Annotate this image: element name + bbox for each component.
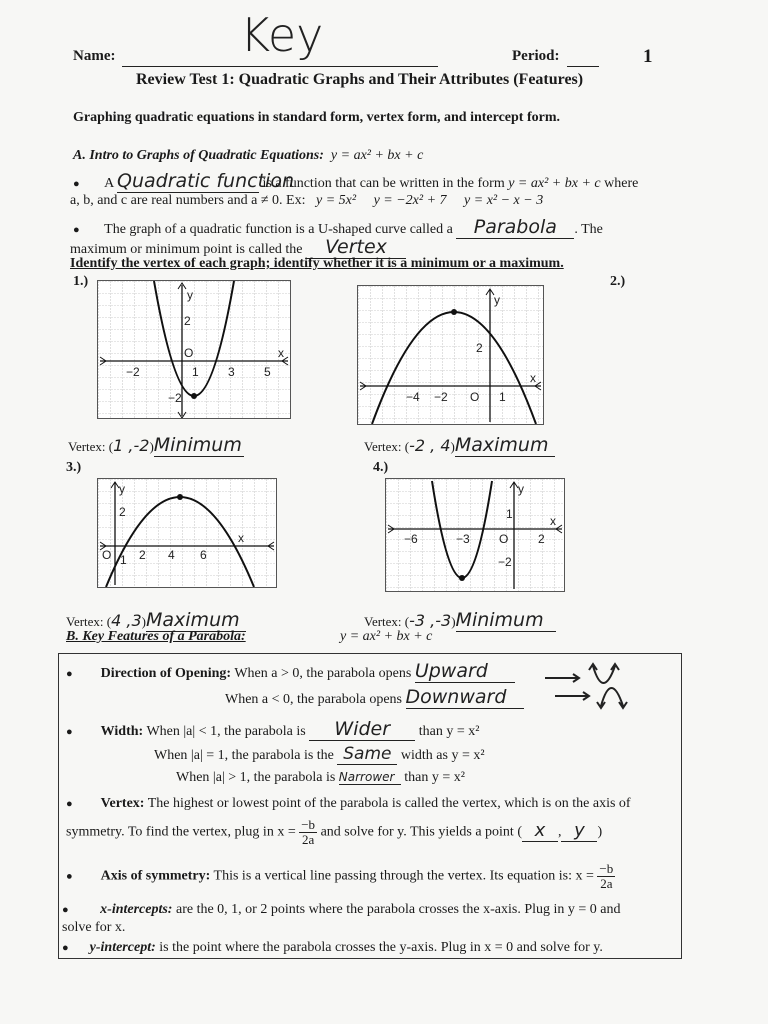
name-label: Name:: [73, 48, 116, 64]
period-line: [567, 66, 599, 67]
graph-3-min-max: Maximum: [146, 609, 246, 632]
graph-1-tick-3: 3: [228, 365, 235, 379]
axis-row: ● Axis of symmetry: This is a vertical line passing through the vertex. Its equation is: x = $\frac{-b}{2a}$: [66, 861, 614, 891]
graph-2-x-label: x: [530, 371, 536, 385]
graph-1-x-label: x: [278, 346, 284, 360]
page-number: 1: [643, 46, 653, 67]
name-line: [122, 66, 438, 67]
graph-2-origin: O: [470, 390, 480, 404]
graph-1-min-max: Minimum: [153, 434, 242, 456]
direction-row-1: ● Direction of Opening: When a > 0, the parabola opens Upward: [66, 660, 515, 683]
definition-line-4: maximum or minimum point is called the Vertex: [70, 236, 406, 259]
graph-4-tick-neg2-y: −2: [498, 555, 512, 569]
graph-2-vertex-answer: Vertex: (-2 , 4)Maximum: [364, 434, 555, 457]
graph-3-vertex-point: [177, 494, 183, 500]
graph-4-vertex-point: [459, 575, 465, 581]
graph-2-tick-1: 1: [499, 390, 506, 404]
graph-3-x-label: x: [238, 531, 244, 545]
answer-quadratic-function: Quadratic function: [117, 170, 294, 192]
axis-formula: $\frac{-b}{2a}$: [599, 861, 614, 891]
graph-4-min-max: Minimum: [456, 609, 556, 632]
graph-3-number: 3.): [66, 460, 82, 475]
graph-1-y-label: y: [187, 288, 193, 302]
graph-4-y-label: y: [518, 482, 524, 496]
graph-1-tick-neg2-y: −2: [168, 391, 182, 405]
graph-1: [97, 280, 291, 419]
graph-3-tick-2x: 2: [139, 548, 146, 562]
page-title: Review Test 1: Quadratic Graphs and Their Attributes (Features): [136, 71, 584, 88]
y-intercept-row: ● y-intercept: is the point where the parabola crosses the y-axis. Plug in x = 0 and solve for y.: [62, 940, 603, 955]
graph-4-x-label: x: [550, 514, 556, 528]
vertex-row-2: symmetry. To find the vertex, plug in x = $\frac{-b}{2a}$ and solve for y. This yields a point ( x , y ): [66, 817, 603, 847]
definition-line-3: ● The graph of a quadratic function is a U-shaped curve called a Parabola . The: [73, 216, 603, 238]
direction-row-2: When a < 0, the parabola opens Downward: [225, 686, 524, 709]
width-row-3: When |a| > 1, the parabola is Narrower than y = x²: [176, 770, 465, 785]
graph-2-tick-neg2: −2: [434, 390, 448, 404]
graph-3-tick-2: 2: [119, 505, 126, 519]
graph-4: [385, 478, 565, 592]
answer-y: y: [561, 820, 597, 842]
section-b-equation: y = ax² + bx + c: [340, 629, 433, 644]
answer-narrower: Narrower: [339, 770, 401, 785]
answer-upward: Upward: [415, 660, 515, 683]
graph-2-y-label: y: [494, 293, 500, 307]
graph-instruction: Identify the vertex of each graph; identify whether it is a minimum or a maximum.: [70, 256, 564, 271]
graph-2-tick-neg4: −4: [406, 390, 420, 404]
graph-1-tick-neg2: −2: [126, 365, 140, 379]
x-intercepts-row: ● x-intercepts: are the 0, 1, or 2 points where the parabola crosses the x-axis. Plug in y = 0 and: [62, 902, 621, 917]
graph-2-min-max: Maximum: [455, 434, 555, 457]
graph-2-number: 2.): [610, 274, 626, 289]
graph-1-tick-1: 1: [192, 365, 199, 379]
graph-4-tick-neg3: −3: [456, 532, 470, 546]
graph-2-tick-2: 2: [476, 341, 483, 355]
graph-3-y-label: y: [119, 482, 125, 496]
answer-same: Same: [337, 744, 397, 765]
graph-1-vertex-answer: Vertex: (1 ,-2)Minimum: [68, 434, 242, 456]
downward-arrow-icon: [553, 676, 633, 710]
answer-parabola: Parabola: [456, 216, 574, 239]
graph-2: [357, 285, 544, 425]
answer-wider: Wider: [309, 718, 415, 741]
page-subtitle: Graphing quadratic equations in standard form, vertex form, and intercept form.: [73, 110, 560, 125]
graph-4-tick-1: 1: [506, 507, 513, 521]
graph-3-tick-4: 4: [168, 548, 175, 562]
graph-1-tick-2: 2: [184, 314, 191, 328]
name-handwritten: Key: [240, 8, 324, 62]
section-a-heading: A. Intro to Graphs of Quadratic Equations: y = ax² + bx + c: [73, 148, 424, 163]
graph-3-tick-neg1: 1: [120, 553, 127, 567]
graph-1-vertex-point: [191, 393, 197, 399]
graph-1-number: 1.): [73, 274, 89, 289]
answer-downward: Downward: [406, 686, 524, 709]
graph-2-grid: [358, 286, 543, 424]
vertex-row-1: ● Vertex: The highest or lowest point of the parabola is called the vertex, which is on the axis of: [66, 796, 631, 811]
graph-1-tick-5: 5: [264, 365, 271, 379]
answer-vertex: Vertex: [306, 236, 406, 259]
graph-4-tick-2: 2: [538, 532, 545, 546]
graph-3-vertex-answer: Vertex: (4 ,3)Maximum: [66, 609, 246, 632]
definition-line-1: ● A Quadratic function is a function that can be written in the form y = ax² + bx + c where: [73, 170, 639, 192]
width-row-2: When |a| = 1, the parabola is the Same width as y = x²: [154, 744, 485, 764]
answer-x: x: [522, 820, 558, 842]
graph-3-origin: O: [102, 548, 112, 562]
section-b-heading: B. Key Features of a Parabola:: [66, 629, 246, 644]
graph-4-tick-neg6: −6: [404, 532, 418, 546]
graph-3-tick-6: 6: [200, 548, 207, 562]
graph-4-vertex-answer: Vertex: (-3 ,-3)Minimum: [364, 609, 556, 632]
definition-line-2: a, b, and c are real numbers and a ≠ 0. Ex: y = 5x² y = −2x² + 7 y = x² − x − 3: [70, 193, 544, 208]
vertex-formula: $\frac{-b}{2a}$: [301, 817, 316, 847]
graph-3: [97, 478, 277, 588]
x-intercepts-row-2: solve for x.: [62, 920, 126, 935]
width-row-1: ● Width: When |a| < 1, the parabola is Wider than y = x²: [66, 718, 480, 740]
graph-2-vertex-point: [451, 309, 457, 315]
graph-1-origin: O: [184, 346, 194, 360]
graph-4-number: 4.): [373, 460, 389, 475]
period-label: Period:: [512, 48, 560, 64]
graph-4-origin: O: [499, 532, 509, 546]
